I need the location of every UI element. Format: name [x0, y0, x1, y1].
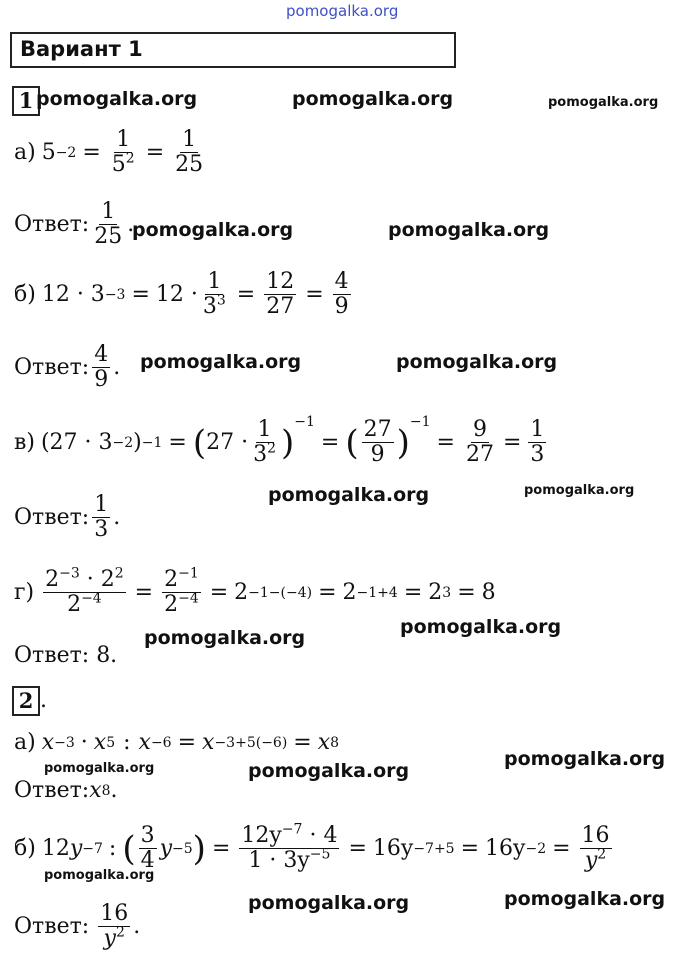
- watermark: pomogalka.org: [292, 88, 454, 110]
- variant-title: Вариант 1: [10, 32, 456, 68]
- term: 12 ·: [155, 282, 198, 308]
- fraction: $\frac{1}{3}$: [530, 417, 545, 468]
- watermark: pomogalka.org: [504, 748, 666, 770]
- task-label: б): [14, 836, 36, 862]
- term: 27 ·: [206, 430, 249, 456]
- watermark: pomogalka.org: [388, 219, 550, 241]
- task-1b-equation: б) 12 · 3 −3 = 12 · $\frac{1}{3^3}$ = $\frac{12}{27}$ = $\frac{4}{9}$: [14, 269, 349, 320]
- fraction: $\frac{2^{-1}}{2^{-4}}$: [164, 565, 199, 618]
- fraction: $\frac{12}{27}$: [266, 269, 295, 320]
- watermark: pomogalka.org: [144, 627, 306, 649]
- term: (27 · 3: [40, 430, 113, 456]
- term: 8: [481, 580, 496, 606]
- top-watermark: pomogalka.org: [286, 2, 399, 20]
- fraction: $\frac{2^{-3} \cdot 2^2}{2^{-4}}$: [45, 565, 124, 618]
- answer-fraction: $\frac{4}{9}$: [94, 342, 109, 393]
- task-1a-equation: а) 5 −2 = $\frac{1}{5^2}$ = $\frac{1}{25}$: [14, 127, 204, 178]
- watermark: pomogalka.org: [140, 351, 302, 373]
- answer-label: Ответ:: [14, 505, 90, 531]
- watermark: pomogalka.org: [44, 868, 155, 883]
- answer-label: Ответ:: [14, 778, 90, 803]
- watermark: pomogalka.org: [248, 760, 410, 782]
- task-2b-answer: Ответ: $\frac{16}{y^2}$ .: [14, 901, 141, 952]
- task-1c-answer: Ответ: $\frac{1}{3}$ .: [14, 492, 121, 543]
- fraction: $\frac{1}{3^2}$: [253, 417, 277, 468]
- watermark: pomogalka.org: [396, 351, 558, 373]
- fraction: $\frac{12y^{-7} \cdot 4}{1 \cdot 3y^{-5}}$: [241, 821, 338, 874]
- answer-label: Ответ:: [14, 914, 90, 940]
- task-1a-answer: Ответ: $\frac{1}{25}$ .: [14, 199, 135, 250]
- watermark: pomogalka.org: [44, 761, 155, 776]
- watermark: pomogalka.org: [524, 483, 635, 498]
- term: 2: [342, 580, 357, 606]
- fraction: $\frac{3}{4}$: [140, 823, 155, 874]
- watermark: pomogalka.org: [548, 95, 659, 110]
- watermark: pomogalka.org: [248, 892, 410, 914]
- term: 2: [234, 580, 249, 606]
- answer-fraction: $\frac{16}{y^2}$: [100, 901, 129, 952]
- fraction: $\frac{4}{9}$: [334, 269, 349, 320]
- task-1d-equation: г) $\frac{2^{-3} \cdot 2^2}{2^{-4}}$ = $\frac{2^{-1}}{2^{-4}}$ = 2 −1−(−4) = 2 −1+4 = 2 3 = 8: [14, 565, 496, 618]
- fraction: $\frac{9}{27}$: [465, 417, 494, 468]
- answer-fraction: $\frac{1}{25}$: [94, 199, 123, 250]
- answer-text: Ответ: 8.: [14, 643, 118, 668]
- term: 12 · 3: [41, 282, 105, 308]
- task-label: в): [14, 430, 35, 456]
- task-2a-answer: Ответ: x 8 .: [14, 778, 118, 803]
- task-1c-equation: в) (27 · 3 −2 ) −1 = ( 27 · $\frac{1}{3^2}$ ) −1 = ( $\frac{27}{9}$ ) −1 = $\frac{9}{27}$ = $\frac{1}{3}$: [14, 414, 545, 468]
- watermark: pomogalka.org: [132, 219, 294, 241]
- watermark: pomogalka.org: [400, 616, 562, 638]
- task-2-number: 2: [12, 686, 40, 716]
- task-2b-equation: б) 12 y −7 : ( $\frac{3}{4}$ y −5 ) = $\frac{12y^{-7} \cdot 4}{1 \cdot 3y^{-5}}$ = 16y −7+5 = 16y −2 = $\frac{16}{y^2}$: [14, 821, 610, 874]
- watermark: pomogalka.org: [268, 484, 430, 506]
- fraction: $\frac{27}{9}$: [363, 417, 392, 468]
- term: 5: [41, 140, 56, 166]
- task-2a-equation: а) x −3 · x 5 : x −6 = x −3+5(−6) = x 8: [14, 730, 340, 755]
- term: ): [133, 430, 142, 456]
- fraction: $\frac{1}{25}$: [175, 127, 204, 178]
- answer-label: Ответ:: [14, 212, 90, 238]
- task-2-dot: .: [40, 688, 47, 713]
- fraction: $\frac{1}{3^3}$: [202, 269, 226, 320]
- task-1d-answer: [14, 643, 117, 668]
- fraction: $\frac{1}{5^2}$: [111, 127, 135, 178]
- task-1b-answer: Ответ: $\frac{4}{9}$ .: [14, 342, 121, 393]
- task-1-number: 1: [12, 86, 40, 116]
- watermark: pomogalka.org: [504, 888, 666, 910]
- task-label: б): [14, 282, 36, 308]
- answer-value: x: [89, 778, 102, 803]
- task-label: а): [14, 140, 36, 166]
- answer-label: Ответ:: [14, 355, 90, 381]
- fraction: $\frac{16}{y^2}$: [581, 823, 610, 874]
- task-label: а): [14, 730, 36, 755]
- answer-fraction: $\frac{1}{3}$: [94, 492, 109, 543]
- term: 2: [428, 580, 443, 606]
- task-label: г): [14, 580, 35, 606]
- watermark: pomogalka.org: [36, 88, 198, 110]
